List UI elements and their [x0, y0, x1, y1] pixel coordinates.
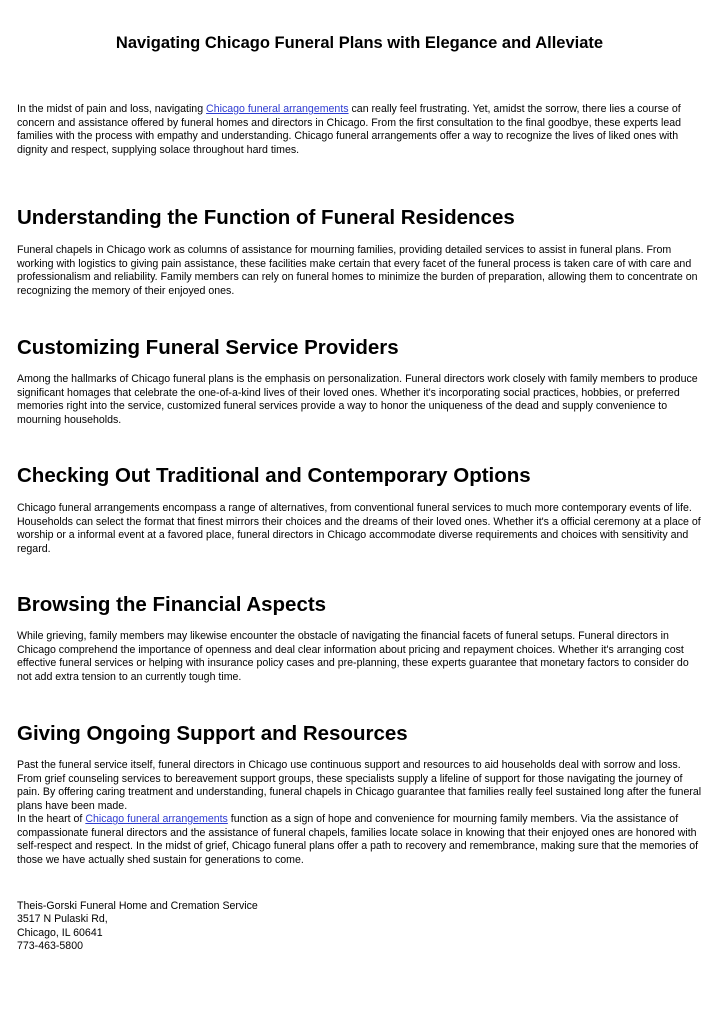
heading-financial-aspects: Browsing the Financial Aspects	[17, 593, 327, 616]
closing-text-after: function as a sign of hope and convenience for mourning family members. Via the assistance of compassionate funeral directors and the assistance of funeral chapels, families locate solace in knowing that their enjoyed ones are honored with self-respect and respect. In the midst of grief, Chicago funeral plans offer a path to recovery and remembrance, making sure that the memories of those we have actually shed sustain for generations to come.	[17, 813, 699, 866]
heading-function-of-funeral-residences: Understanding the Function of Funeral Residences	[17, 206, 515, 229]
ongoing-support-text: Past the funeral service itself, funeral directors in Chicago use continuous support and resources to aid households deal with sorrow and loss. From grief counseling services to bereavement support groups, these specialists supply a lifeline of support for those navigating the journey of pain. By offering caring treatment and understanding, funeral chapels in Chicago guarantee that families really feel sustained long after the funeral plans have been made.	[17, 759, 702, 812]
page-title: Navigating Chicago Funeral Plans with Elegance and Alleviate	[115, 34, 604, 52]
funeral-home-city: Chicago, IL 60641	[17, 926, 103, 939]
heading-customizing-funeral-service: Customizing Funeral Service Providers	[17, 336, 399, 359]
funeral-home-street: 3517 N Pulaski Rd,	[17, 913, 108, 926]
chicago-funeral-arrangements-link-2[interactable]: Chicago funeral arrangements	[85, 813, 228, 825]
funeral-home-name: Theis-Gorski Funeral Home and Cremation Service	[17, 900, 258, 912]
paragraph-ongoing-support	[17, 759, 703, 867]
intro-text-after: can really feel frustrating. Yet, amidst the sorrow, there lies a course of concern and assistance offered by funeral homes and directors in Chicago. From the first consultation to the final goodbye, these experts lead families with the process with empathy and understanding. Chicago funeral arrangements offer a way to recognize the lives of liked ones with dignity and respect, supplying solace throughout hard times.	[17, 103, 682, 156]
paragraph-traditional-contemporary-options: Chicago funeral arrangements encompass a range of alternatives, from conventional funeral services to much more contemporary events of life. Households can select the format that finest mirrors their choices and the dreams of their loved ones. Whether it's a official ceremony at a place of worship or a informal event at a favored place, funeral directors in Chicago accommodate diverse requirements and choices with sensitivity and regard.	[17, 502, 701, 555]
funeral-home-phone: 773-463-5800	[17, 939, 83, 952]
paragraph-function-of-funeral-residences: Funeral chapels in Chicago work as columns of assistance for mourning families, providing detailed services to assist in funeral plans. From working with logistics to giving pain assistance, these facilities make certain that every facet of the funeral process is taken care of with care and professionalism and reliability. Family members can rely on funeral homes to minimize the burden of preparation, allowing them to concentrate on recognizing the memory of their enjoyed ones.	[17, 244, 698, 297]
chicago-funeral-arrangements-link[interactable]: Chicago funeral arrangements	[206, 103, 349, 115]
intro-paragraph	[17, 103, 703, 157]
heading-ongoing-support: Giving Ongoing Support and Resources	[17, 722, 408, 745]
funeral-home-address	[17, 900, 417, 953]
intro-text-before: In the midst of pain and loss, navigating	[17, 103, 207, 115]
closing-text-before: In the heart of	[17, 813, 86, 825]
heading-traditional-contemporary-options: Checking Out Traditional and Contemporary Options	[17, 464, 531, 487]
paragraph-financial-aspects: While grieving, family members may likewise encounter the obstacle of navigating the financial facets of funeral setups. Funeral directors in Chicago comprehend the importance of openness and deal clear information about pricing and repayment choices. Whether it's arranging cost effective funeral services or helping with insurance policy cases and pre-planning, these experts guarantee that monetary factors to consider do not add extra tension to an currently tough time.	[17, 630, 689, 683]
paragraph-customizing-funeral-service: Among the hallmarks of Chicago funeral plans is the emphasis on personalization. Funeral directors work closely with family members to produce significant homages that celebrate the one-of-a-kind lives of their loved ones. Whether it's incorporating social practices, hobbies, or preferred memories right into the service, customized funeral services provide a way to honor the uniqueness of the dead and supply convenience to mourning households.	[17, 373, 698, 426]
